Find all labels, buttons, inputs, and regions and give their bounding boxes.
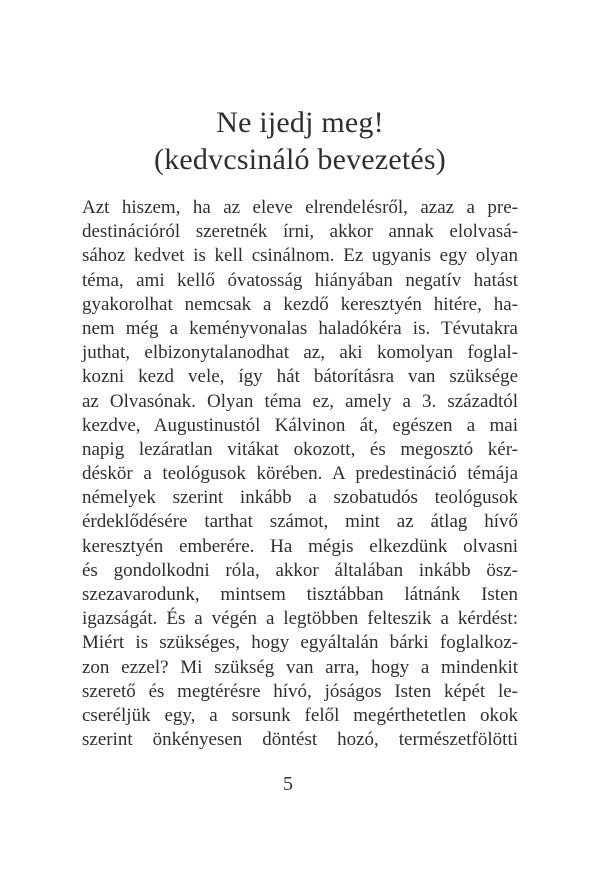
body-text-line: Miért is szükséges, hogy egyáltalán bárki foglalkoz- <box>82 632 518 654</box>
chapter-title-line2: (kedvcsináló bevezetés) <box>154 143 446 176</box>
body-text-line: érdeklődésére tarthat számot, mint az átlag hívő <box>82 511 518 533</box>
body-text-line: nem még a keményvonalas haladókéra is. Tévutakra <box>82 317 518 339</box>
body-text-line: destinációról szeretnék írni, akkor annak elolvasá- <box>82 221 518 243</box>
body-text-line: az Olvasónak. Olyan téma ez, amely a 3. századtól <box>82 390 518 412</box>
body-text-line: szezavarodunk, mintsem tisztábban látnánk Isten <box>82 584 518 605</box>
body-text-line: keresztyén emberére. Ha mégis elkezdünk olvasni <box>82 535 518 557</box>
body-text-line: juthat, elbizonytalanodhat az, aki komolyan foglal- <box>82 342 518 364</box>
body-text-line: gyakorolhat nemcsak a kezdő keresztyén hitére, ha- <box>82 293 518 315</box>
body-text-line: Azt hiszem, ha az eleve elrendelésről, azaz a pre- <box>82 197 518 218</box>
body-text-line: némelyek szerint inkább a szobatudós teológusok <box>82 487 518 509</box>
chapter-title-line1: Ne ijedj meg! <box>216 106 384 139</box>
body-text-line: cseréljük egy, a sorsunk felől megérthetetlen okok <box>82 704 518 726</box>
body-text-line: szerető és megtérésre hívó, jóságos Isten képét le- <box>82 680 518 702</box>
body-text <box>82 196 518 752</box>
body-text-line: szerint önkényesen döntést hozó, természetfölötti <box>82 729 518 751</box>
body-text-line: zon ezzel? Mi szükség van arra, hogy a mindenkit <box>82 656 518 678</box>
body-text-line: igazságát. És a végén a legtöbben felteszik a kérdést: <box>82 608 518 630</box>
chapter-title <box>82 104 518 178</box>
body-text-line: kozni kezd vele, így hát bátorításra van szüksége <box>82 366 518 388</box>
body-text-line: és gondolkodni róla, akkor általában inkább ösz- <box>82 559 518 581</box>
body-text-line: sához kedvet is kell csinálnom. Ez ugyanis egy olyan <box>82 245 518 267</box>
body-text-line: déskör a teológusok körében. A predestináció témája <box>82 463 518 485</box>
body-text-line: kezdve, Augustinustól Kálvinon át, egészen a mai <box>82 414 518 436</box>
body-text-line: napig lezáratlan vitákat okozott, és megosztó kér- <box>82 438 518 460</box>
body-text-line: téma, ami kellő óvatosság hiányában negatív hatást <box>82 269 518 291</box>
page-number: 5 <box>283 773 293 795</box>
